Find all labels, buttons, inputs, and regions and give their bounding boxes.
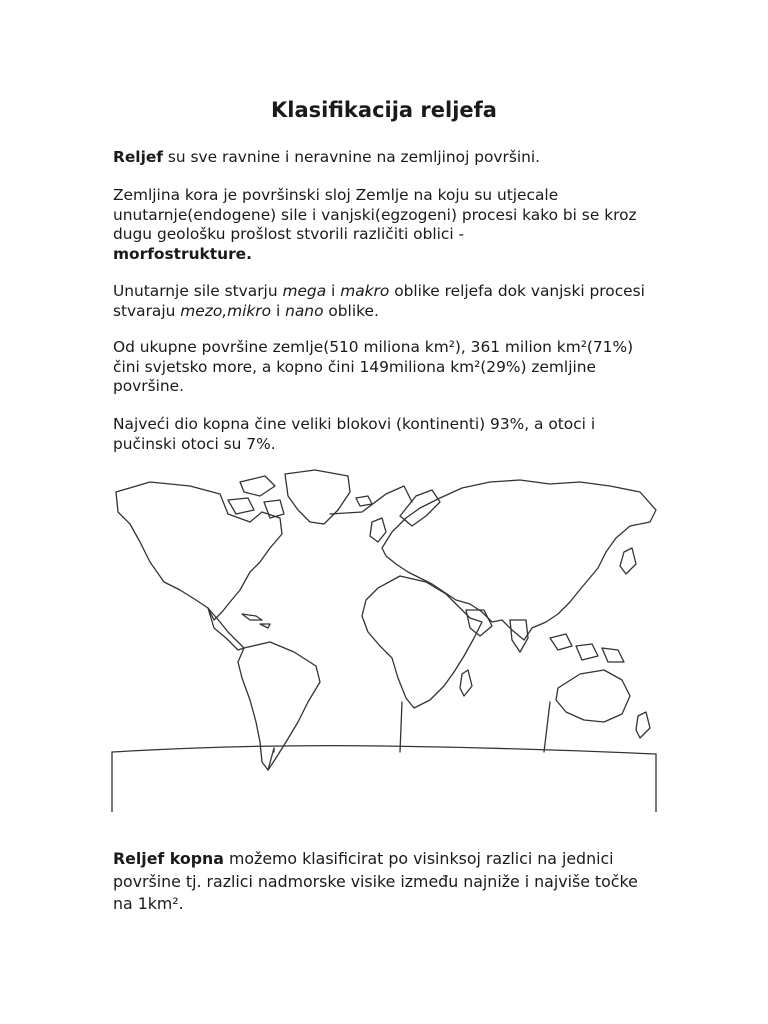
paragraph-text: i xyxy=(271,301,286,320)
paragraph-text: možemo klasificirat po visinksoj razlici na jednici površine tj. razlici nadmorske visike između najniže i najviše točke na 1km². xyxy=(113,849,638,913)
paragraph-forces xyxy=(113,282,658,321)
paragraph-text: oblike reljefa dok vanjski procesi stvaraju xyxy=(113,282,645,320)
term-reljef: Reljef xyxy=(113,148,163,166)
paragraph-text: i xyxy=(326,282,341,300)
paragraph-text: oblike. xyxy=(323,301,379,320)
paragraph-land-relief xyxy=(113,848,658,916)
paragraph-text: Zemljina kora je površinski sloj Zemlje na koju su utjecale unutarnje(endogene) sile i vanjski(egzogeni) procesi kako bi se kroz dugu geološku prošlost stvorili različiti oblici - xyxy=(113,186,637,243)
world-map-icon xyxy=(110,452,658,812)
term-makro: makro xyxy=(340,282,390,300)
paragraph-text: Unutarnje sile stvarju xyxy=(113,282,283,300)
term-reljef-kopna: Reljef kopna xyxy=(113,849,224,868)
paragraph-relief-definition xyxy=(113,148,658,168)
paragraph-earth-crust xyxy=(113,186,658,264)
paragraph-surface-area: Od ukupne površine zemlje(510 miliona km²), 361 milion km²(71%) čini svjetsko more, a kopno čini 149miliona km²(29%) zemljine površine. xyxy=(113,338,634,395)
document-title: Klasifikacija reljefa xyxy=(271,98,497,122)
term-morfostrukture: morfostrukture. xyxy=(113,244,252,263)
term-mezo-mikro: mezo,mikro xyxy=(180,301,272,320)
paragraph-continents: Najveći dio kopna čine veliki blokovi (kontinenti) 93%, a otoci i pučinski otoci su 7%. xyxy=(113,415,596,453)
term-nano: nano xyxy=(285,301,324,320)
paragraph-text: su sve ravnine i neravnine na zemljinoj površini. xyxy=(162,148,541,166)
term-mega: mega xyxy=(282,282,327,300)
